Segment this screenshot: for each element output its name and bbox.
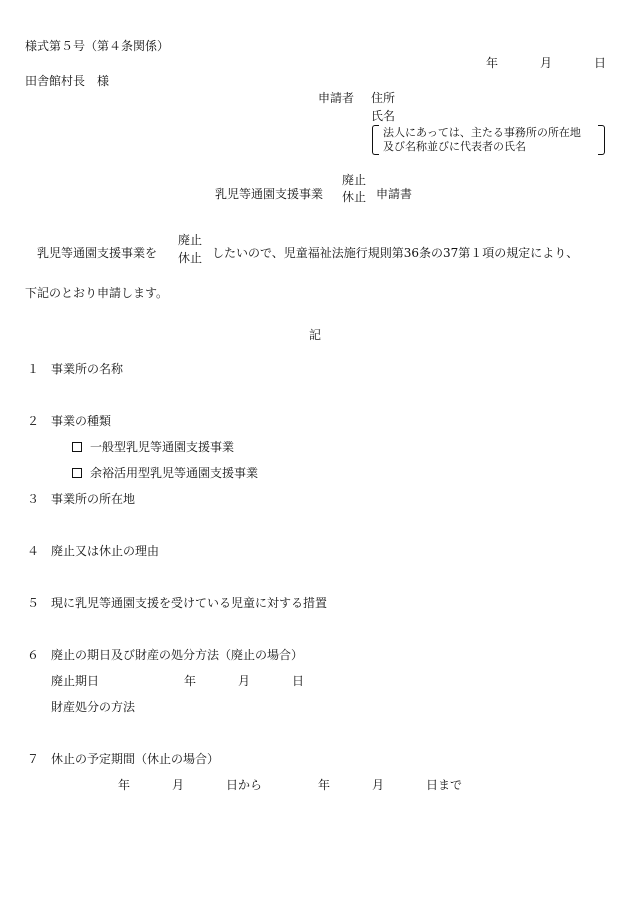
item-3-label: 事業所の所在地 <box>51 492 136 506</box>
item-1-number: １ <box>27 362 40 376</box>
applicant-note-line2: 及び名称並びに代表者の氏名 <box>383 140 526 153</box>
body-option-abolish: 廃止 <box>178 233 203 247</box>
body-line2: 下記のとおり申請します。 <box>25 286 169 300</box>
date-year-label: 年 <box>486 56 499 70</box>
suspension-end-day: 日まで <box>426 778 463 792</box>
item-1-label: 事業所の名称 <box>51 362 124 376</box>
date-day-label: 日 <box>594 56 607 70</box>
item-6-label: 廃止の期日及び財産の処分方法（廃止の場合） <box>51 648 304 662</box>
note-bracket-right <box>598 125 605 155</box>
ki-heading: 記 <box>309 328 322 342</box>
suspension-start-day: 日から <box>226 778 263 792</box>
addressee: 田舎館村長 様 <box>25 74 110 88</box>
title-option-suspend: 休止 <box>342 190 367 204</box>
suspension-start-year: 年 <box>118 778 131 792</box>
body-part1: 乳児等通園支援事業を <box>37 246 158 260</box>
title-suffix: 申請書 <box>376 187 413 201</box>
item-5-number: ５ <box>27 596 40 610</box>
date-month-label: 月 <box>540 56 553 70</box>
abolition-day-label: 日 <box>292 674 305 688</box>
property-disposal-label: 財産処分の方法 <box>51 700 136 714</box>
title-prefix: 乳児等通園支援事業 <box>215 187 324 201</box>
item-2-number: ２ <box>27 414 40 428</box>
form-number: 様式第５号（第４条関係） <box>25 39 170 53</box>
item-4-label: 廃止又は休止の理由 <box>51 544 160 558</box>
suspension-start-month: 月 <box>172 778 185 792</box>
item-7-label: 休止の予定期間（休止の場合） <box>51 752 220 766</box>
body-option-suspend: 休止 <box>178 251 203 265</box>
abolition-month-label: 月 <box>238 674 251 688</box>
item-4-number: ４ <box>27 544 40 558</box>
item-2-label: 事業の種類 <box>51 414 112 428</box>
business-type-1-label: 一般型乳児等通園支援事業 <box>90 440 235 454</box>
note-bracket-left <box>372 125 379 155</box>
item-7-number: ７ <box>27 752 40 766</box>
suspension-end-year: 年 <box>318 778 331 792</box>
name-label: 氏名 <box>371 109 396 123</box>
item-5-label: 現に乳児等通園支援を受けている児童に対する措置 <box>51 596 328 610</box>
suspension-end-month: 月 <box>372 778 385 792</box>
body-part2: したいので、児童福祉法施行規則第36条の37第１項の規定により、 <box>212 246 579 260</box>
business-type-2-checkbox[interactable] <box>72 468 82 478</box>
applicant-note-line1: 法人にあっては、主たる事務所の所在地 <box>383 126 581 139</box>
address-label: 住所 <box>371 91 396 105</box>
business-type-1-checkbox[interactable] <box>72 442 82 452</box>
applicant-label: 申請者 <box>318 91 355 105</box>
item-6-number: ６ <box>27 648 40 662</box>
abolition-date-label: 廃止期日 <box>51 674 100 688</box>
abolition-year-label: 年 <box>184 674 197 688</box>
title-option-abolish: 廃止 <box>342 173 367 187</box>
item-3-number: ３ <box>27 492 40 506</box>
business-type-2-label: 余裕活用型乳児等通園支援事業 <box>90 466 259 480</box>
